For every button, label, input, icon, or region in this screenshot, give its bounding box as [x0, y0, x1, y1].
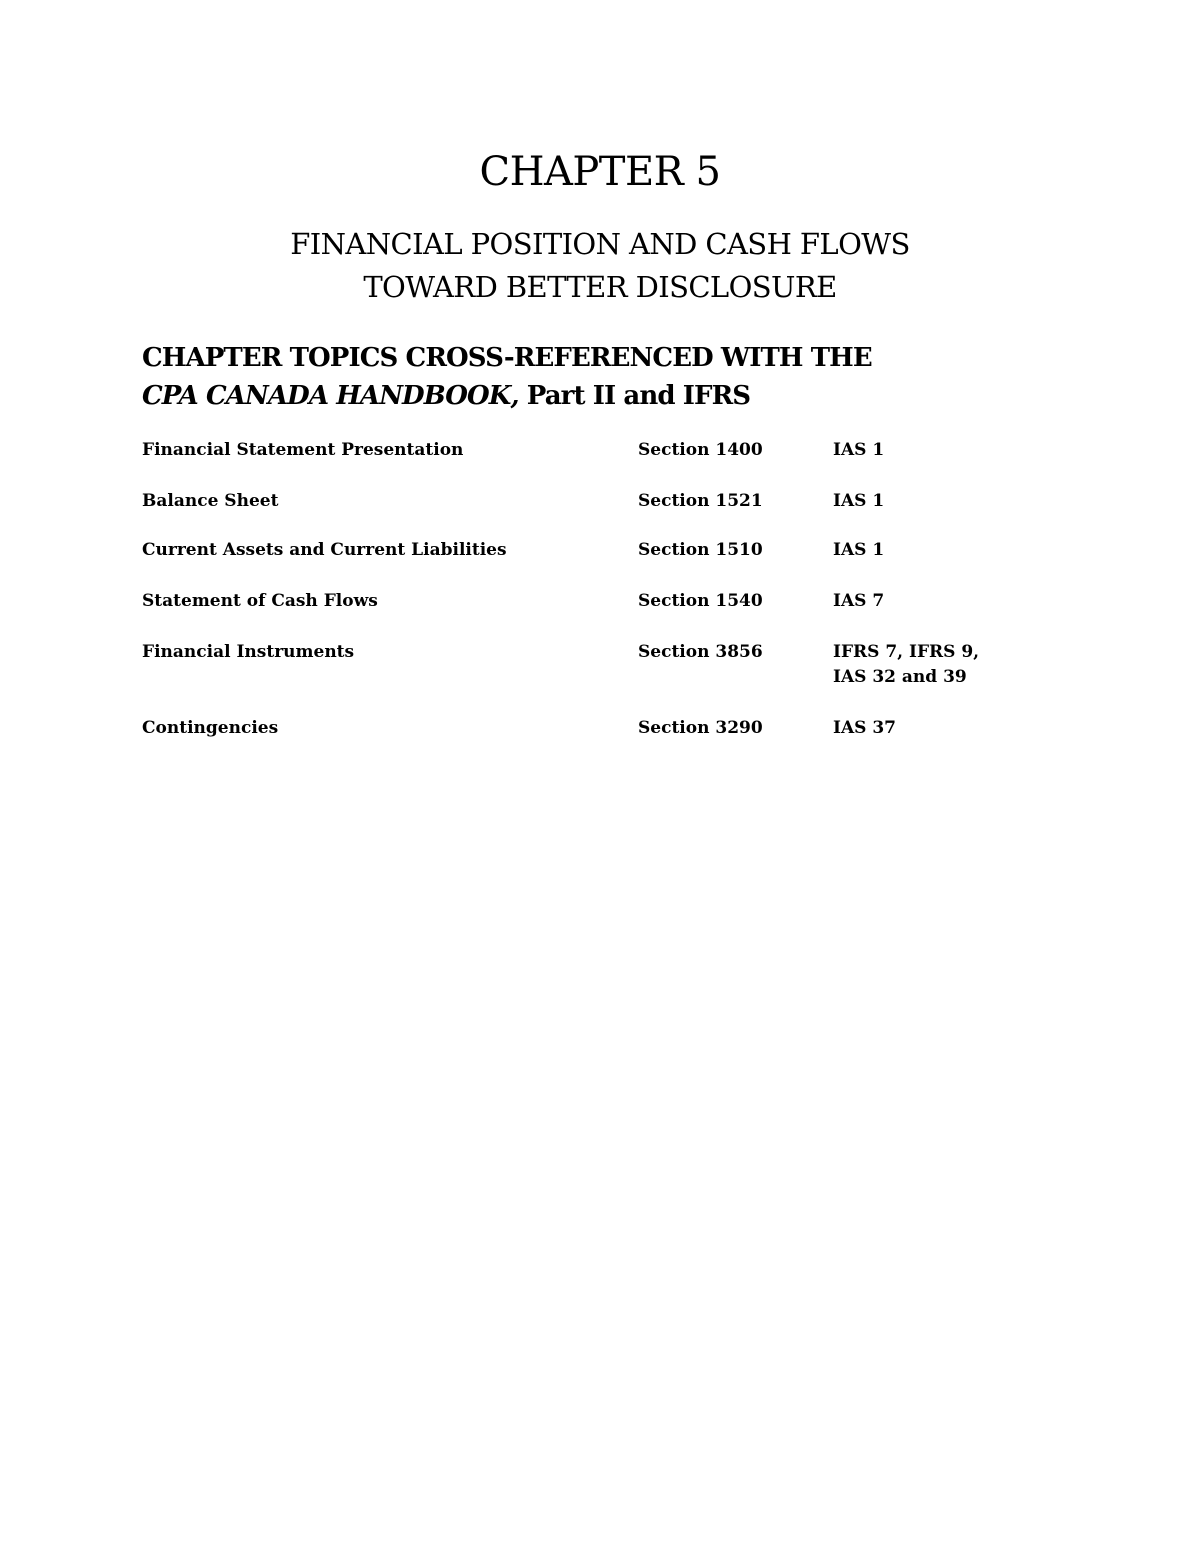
topic-standard-line: IFRS 7, IFRS 9,: [833, 642, 980, 662]
topic-name: Financial Instruments: [142, 642, 355, 662]
topic-name: Current Assets and Current Liabilities: [142, 540, 507, 560]
topic-section: Section 1510: [638, 540, 763, 560]
chapter-title: CHAPTER 5: [479, 149, 721, 195]
topic-standard: [833, 489, 1033, 514]
topic-standard: [833, 589, 1033, 614]
chapter-subtitle-line-1: FINANCIAL POSITION AND CASH FLOWS: [290, 227, 910, 261]
topic-standard: [833, 538, 1033, 563]
chapter-subtitle-line-2: TOWARD BETTER DISCLOSURE: [363, 270, 837, 304]
topic-standard-line: IAS 7: [833, 591, 885, 611]
handbook-title: CPA CANADA HANDBOOK,: [142, 381, 519, 411]
topic-section: Section 1521: [638, 491, 763, 511]
topic-section: Section 3856: [638, 642, 763, 662]
topic-standard: [833, 716, 1033, 741]
topic-standard: [833, 640, 1033, 690]
topic-standard-line: IAS 1: [833, 491, 885, 511]
topic-standard-line: IAS 1: [833, 540, 885, 560]
topic-name: Contingencies: [142, 718, 279, 738]
cross-reference-heading-line-2: [142, 378, 1042, 414]
topic-standard-line: IAS 37: [833, 718, 896, 738]
topic-section: Section 3290: [638, 718, 763, 738]
topic-standard: [833, 438, 1033, 463]
topic-section: Section 1400: [638, 440, 763, 460]
topic-name: Balance Sheet: [142, 491, 279, 511]
topic-section: Section 1540: [638, 591, 763, 611]
cross-reference-heading-line-1: CHAPTER TOPICS CROSS-REFERENCED WITH THE: [142, 343, 872, 373]
topic-standard-line: IAS 32 and 39: [833, 667, 967, 687]
topic-name: Financial Statement Presentation: [142, 440, 464, 460]
topic-name: Statement of Cash Flows: [142, 591, 378, 611]
topic-standard-line: IAS 1: [833, 440, 885, 460]
handbook-part: Part II and IFRS: [518, 381, 751, 411]
